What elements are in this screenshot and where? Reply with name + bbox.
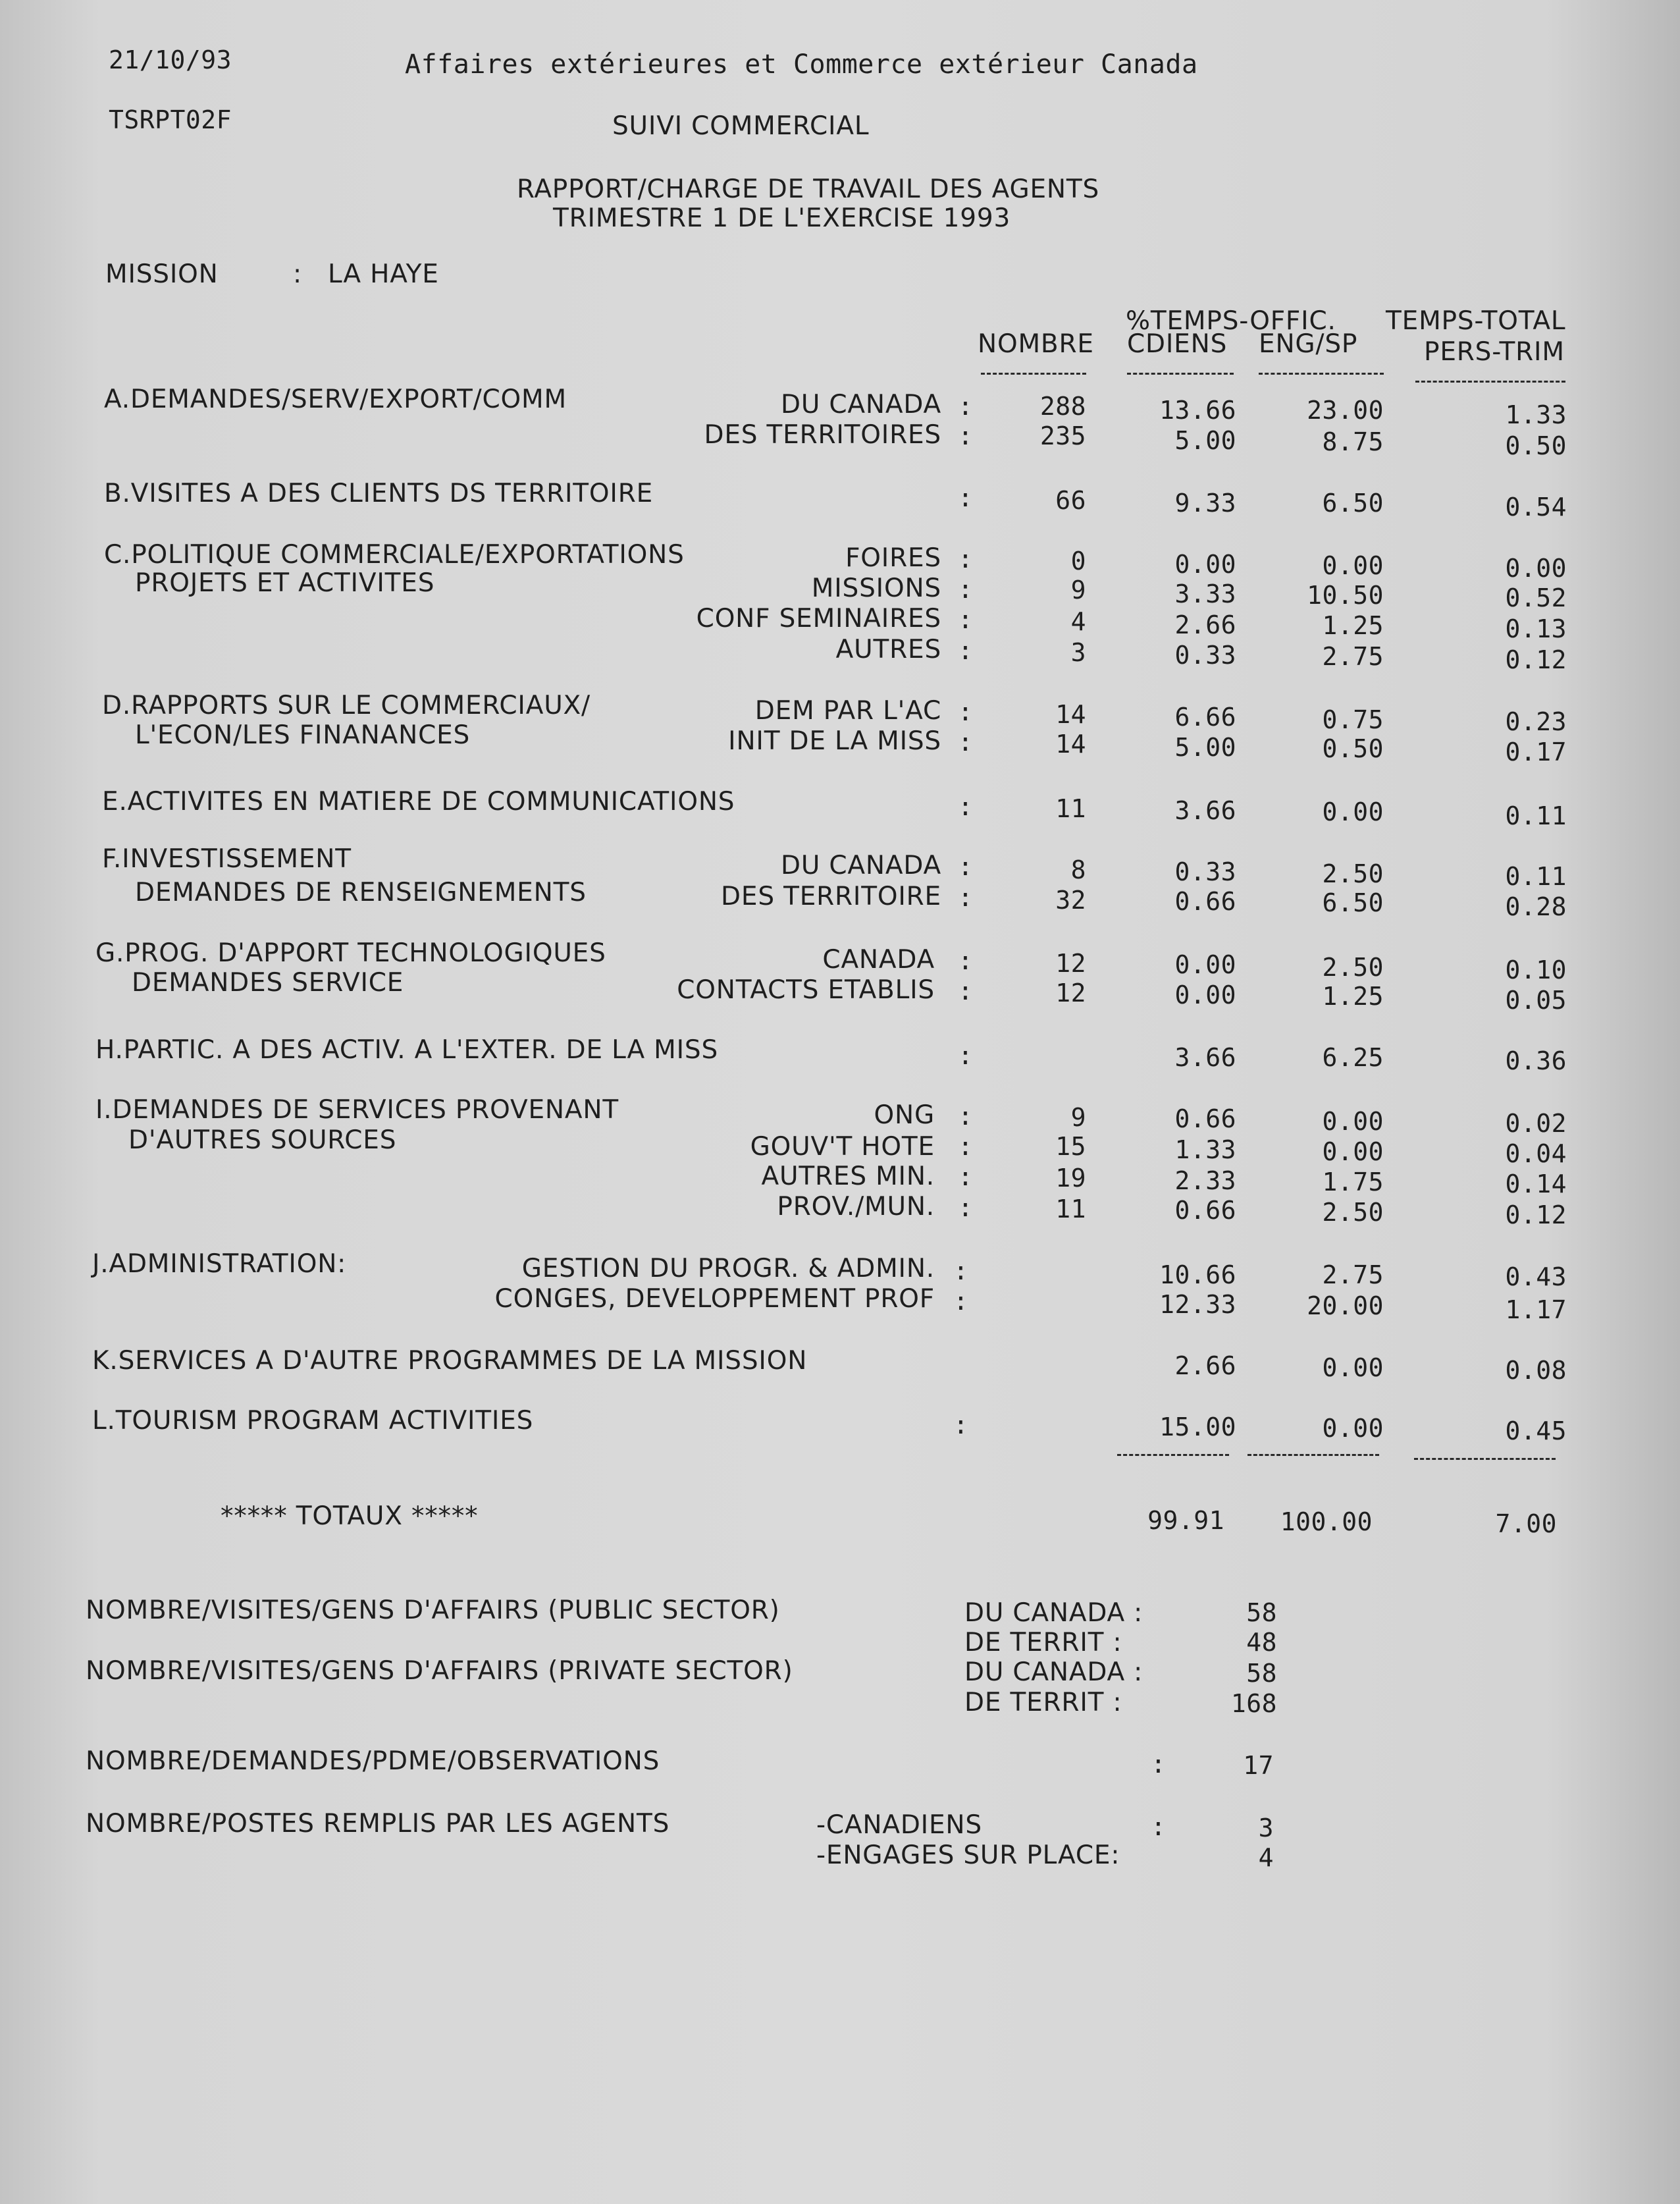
row-engsp: 0.50	[1322, 734, 1384, 763]
row-subcategory: CONTACTS ETABLIS	[677, 975, 935, 1005]
row-category: D.RAPPORTS SUR LE COMMERCIAUX/	[102, 691, 591, 720]
row-cdiens: 0.00	[1174, 981, 1236, 1009]
row-engsp: 0.00	[1322, 551, 1384, 580]
header-underline-pers-trim	[1415, 381, 1565, 383]
row-engsp: 0.00	[1322, 797, 1384, 826]
row-engsp: 2.75	[1322, 1260, 1384, 1289]
row-cdiens: 15.00	[1159, 1412, 1236, 1441]
row-pers-trim: 0.52	[1505, 583, 1567, 612]
row-nombre: 32	[1055, 886, 1086, 915]
totals-underline-engsp	[1247, 1454, 1379, 1456]
row-engsp: 0.00	[1322, 1137, 1384, 1166]
row-category: I.DEMANDES DE SERVICES PROVENANT	[95, 1095, 619, 1125]
row-cdiens: 1.33	[1174, 1135, 1236, 1164]
row-colon: :	[958, 392, 973, 421]
row-engsp: 1.25	[1322, 982, 1384, 1011]
private-du-canada-label: DU CANADA :	[964, 1657, 1143, 1687]
postes-label: NOMBRE/POSTES REMPLIS PAR LES AGENTS	[86, 1809, 670, 1839]
canadiens-value: 3	[1258, 1814, 1274, 1842]
row-nombre: 9	[1070, 1103, 1086, 1132]
row-pers-trim: 0.54	[1505, 493, 1567, 522]
row-subcategory: DES TERRITOIRE	[721, 882, 941, 911]
row-cdiens: 0.00	[1174, 950, 1236, 979]
row-pers-trim: 0.11	[1505, 801, 1567, 830]
row-engsp: 2.50	[1322, 859, 1384, 888]
row-engsp: 6.50	[1322, 489, 1384, 518]
totals-label: ***** TOTAUX *****	[221, 1501, 479, 1531]
mission-value: LA HAYE	[328, 259, 439, 289]
row-nombre: 0	[1070, 547, 1086, 576]
row-pers-trim: 0.14	[1505, 1169, 1567, 1198]
public-du-canada-label: DU CANADA :	[964, 1598, 1143, 1628]
row-pers-trim: 0.13	[1505, 614, 1567, 643]
row-cdiens: 13.66	[1159, 396, 1236, 425]
row-colon: :	[958, 728, 973, 757]
row-cdiens: 3.33	[1174, 579, 1236, 608]
canadiens-colon: :	[1151, 1812, 1166, 1841]
row-category: DEMANDES DE RENSEIGNEMENTS	[135, 878, 587, 907]
row-subcategory: GOUV'T HOTE	[750, 1132, 935, 1162]
row-cdiens: 2.66	[1174, 1351, 1236, 1380]
row-colon: :	[953, 1287, 968, 1316]
row-category: F.INVESTISSEMENT	[102, 844, 352, 874]
row-pers-trim: 0.10	[1505, 955, 1567, 984]
row-engsp: 2.75	[1322, 642, 1384, 671]
row-cdiens: 0.00	[1174, 550, 1236, 579]
row-category: H.PARTIC. A DES ACTIV. A L'EXTER. DE LA MISS	[95, 1035, 719, 1065]
public-de-territ-label: DE TERRIT :	[964, 1628, 1122, 1657]
row-engsp: 2.50	[1322, 1198, 1384, 1227]
totals-pers-trim: 7.00	[1495, 1509, 1557, 1538]
totals-cdiens: 99.91	[1147, 1506, 1224, 1535]
row-engsp: 20.00	[1307, 1291, 1384, 1320]
row-category: B.VISITES A DES CLIENTS DS TERRITOIRE	[104, 479, 654, 508]
row-subcategory: CONGES, DEVELOPPEMENT PROF	[494, 1284, 935, 1314]
row-engsp: 23.00	[1307, 396, 1384, 425]
row-cdiens: 10.66	[1159, 1260, 1236, 1289]
row-pers-trim: 0.23	[1505, 707, 1567, 736]
system-name: SUIVI COMMERCIAL	[612, 111, 870, 141]
row-cdiens: 0.66	[1174, 887, 1236, 916]
public-de-territ-value: 48	[1246, 1628, 1277, 1657]
row-pers-trim: 0.12	[1505, 1200, 1567, 1229]
row-engsp: 0.75	[1322, 705, 1384, 734]
col-header-temps-total: TEMPS-TOTAL	[1386, 306, 1566, 336]
row-engsp: 2.50	[1322, 953, 1384, 982]
row-colon: :	[958, 852, 973, 881]
row-pers-trim: 0.45	[1505, 1416, 1567, 1445]
header-underline-engsp	[1259, 373, 1384, 375]
row-engsp: 10.50	[1307, 581, 1384, 610]
row-pers-trim: 0.17	[1505, 738, 1567, 766]
department-name: Affaires extérieures et Commerce extérieur Canada	[405, 49, 1198, 80]
row-engsp: 6.25	[1322, 1043, 1384, 1072]
col-header-temps-offic: %TEMPS-OFFIC.	[1126, 306, 1336, 336]
row-cdiens: 5.00	[1174, 733, 1236, 762]
row-engsp: 0.00	[1322, 1414, 1384, 1443]
row-subcategory: DU CANADA	[781, 851, 941, 880]
row-subcategory: MISSIONS	[811, 574, 941, 603]
row-cdiens: 3.66	[1174, 1043, 1236, 1072]
row-colon: :	[958, 792, 973, 821]
pdme-label: NOMBRE/DEMANDES/PDME/OBSERVATIONS	[86, 1746, 660, 1776]
row-category: G.PROG. D'APPORT TECHNOLOGIQUES	[95, 938, 606, 968]
row-pers-trim: 0.12	[1505, 645, 1567, 674]
row-subcategory: AUTRES	[835, 635, 941, 664]
row-engsp: 0.00	[1322, 1107, 1384, 1136]
engages-label: -ENGAGES SUR PLACE:	[816, 1841, 1120, 1870]
row-subcategory: DEM PAR L'AC	[754, 696, 941, 726]
row-pers-trim: 0.04	[1505, 1139, 1567, 1168]
row-cdiens: 0.66	[1174, 1104, 1236, 1133]
row-pers-trim: 0.50	[1505, 431, 1567, 460]
row-subcategory: CONF SEMINAIRES	[696, 604, 941, 633]
row-category: PROJETS ET ACTIVITES	[135, 568, 435, 598]
row-colon: :	[958, 605, 973, 634]
row-category: DEMANDES SERVICE	[132, 968, 404, 998]
row-nombre: 19	[1055, 1164, 1086, 1193]
row-colon: :	[958, 483, 973, 512]
row-subcategory: CANADA	[822, 945, 935, 975]
row-nombre: 15	[1055, 1132, 1086, 1161]
row-colon: :	[958, 575, 973, 604]
private-de-territ-value: 168	[1230, 1689, 1277, 1718]
row-nombre: 12	[1055, 979, 1086, 1008]
row-pers-trim: 0.08	[1505, 1356, 1567, 1385]
row-cdiens: 3.66	[1174, 796, 1236, 825]
row-cdiens: 5.00	[1174, 426, 1236, 455]
row-nombre: 8	[1070, 855, 1086, 884]
row-nombre: 11	[1055, 794, 1086, 823]
row-category: C.POLITIQUE COMMERCIALE/EXPORTATIONS	[104, 540, 685, 570]
col-header-cdiens: CDIENS	[1127, 329, 1228, 359]
row-category: D'AUTRES SOURCES	[128, 1125, 397, 1155]
row-cdiens: 0.33	[1174, 641, 1236, 670]
row-nombre: 3	[1070, 638, 1086, 667]
mission-separator: :	[293, 259, 302, 289]
row-colon: :	[958, 883, 973, 912]
row-nombre: 14	[1055, 730, 1086, 759]
public-du-canada-value: 58	[1246, 1598, 1277, 1627]
row-pers-trim: 0.11	[1505, 862, 1567, 891]
report-period: TRIMESTRE 1 DE L'EXERCISE 1993	[553, 203, 1011, 233]
row-colon: :	[958, 636, 973, 665]
row-colon: :	[958, 977, 973, 1006]
row-nombre: 11	[1055, 1195, 1086, 1223]
row-category: L'ECON/LES FINANANCES	[135, 720, 471, 750]
row-engsp: 8.75	[1322, 427, 1384, 456]
row-category: A.DEMANDES/SERV/EXPORT/COMM	[104, 385, 567, 414]
row-category: J.ADMINISTRATION:	[92, 1249, 347, 1279]
col-header-nombre: NOMBRE	[978, 329, 1094, 359]
report-title: RAPPORT/CHARGE DE TRAVAIL DES AGENTS	[517, 175, 1100, 204]
public-sector-label: NOMBRE/VISITES/GENS D'AFFAIRS (PUBLIC SECTOR)	[86, 1596, 780, 1625]
header-underline-cdiens	[1127, 373, 1234, 375]
row-subcategory: INIT DE LA MISS	[728, 726, 941, 756]
row-subcategory: AUTRES MIN.	[761, 1162, 935, 1191]
private-sector-label: NOMBRE/VISITES/GENS D'AFFAIRS (PRIVATE SECTOR)	[86, 1656, 793, 1686]
row-pers-trim: 0.05	[1505, 986, 1567, 1015]
row-nombre: 66	[1055, 486, 1086, 515]
private-de-territ-label: DE TERRIT :	[964, 1688, 1122, 1717]
row-pers-trim: 1.17	[1505, 1295, 1567, 1324]
row-category: K.SERVICES A D'AUTRE PROGRAMMES DE LA MISSION	[92, 1346, 808, 1376]
canadiens-label: -CANADIENS	[816, 1810, 982, 1840]
row-subcategory: DU CANADA	[781, 390, 941, 419]
row-colon: :	[958, 1162, 973, 1191]
row-colon: :	[958, 946, 973, 975]
row-cdiens: 9.33	[1174, 489, 1236, 518]
row-category: L.TOURISM PROGRAM ACTIVITIES	[92, 1406, 534, 1436]
row-pers-trim: 0.36	[1505, 1046, 1567, 1075]
row-pers-trim: 0.02	[1505, 1109, 1567, 1138]
row-pers-trim: 1.33	[1505, 400, 1567, 429]
row-colon: :	[958, 545, 973, 574]
row-engsp: 1.25	[1322, 611, 1384, 640]
row-subcategory: FOIRES	[845, 543, 941, 573]
row-nombre: 12	[1055, 949, 1086, 978]
row-colon: :	[958, 1193, 973, 1222]
row-engsp: 0.00	[1322, 1353, 1384, 1382]
row-nombre: 288	[1039, 392, 1086, 421]
row-subcategory: DES TERRITOIRES	[704, 420, 941, 450]
row-cdiens: 2.33	[1174, 1166, 1236, 1195]
row-colon: :	[953, 1256, 968, 1285]
pdme-colon: :	[1151, 1750, 1166, 1779]
row-pers-trim: 0.00	[1505, 554, 1567, 583]
row-colon: :	[958, 421, 973, 450]
totals-underline-pers-trim	[1414, 1458, 1556, 1460]
totals-engsp: 100.00	[1280, 1507, 1373, 1536]
row-cdiens: 2.66	[1174, 610, 1236, 639]
engages-value: 4	[1258, 1843, 1274, 1872]
row-colon: :	[953, 1411, 968, 1439]
row-colon: :	[958, 1102, 973, 1131]
mission-label: MISSION	[105, 259, 219, 289]
row-pers-trim: 0.43	[1505, 1262, 1567, 1291]
row-pers-trim: 0.28	[1505, 892, 1567, 921]
row-cdiens: 6.66	[1174, 703, 1236, 732]
row-cdiens: 12.33	[1159, 1290, 1236, 1319]
row-subcategory: ONG	[874, 1100, 935, 1130]
row-nombre: 9	[1070, 576, 1086, 605]
row-cdiens: 0.33	[1174, 857, 1236, 886]
totals-underline-cdiens	[1117, 1454, 1229, 1456]
private-du-canada-value: 58	[1246, 1659, 1277, 1688]
row-colon: :	[958, 1132, 973, 1161]
row-subcategory: PROV./MUN.	[777, 1192, 935, 1222]
col-header-engsp: ENG/SP	[1259, 329, 1358, 359]
header-underline-nombre	[981, 373, 1086, 375]
row-category: E.ACTIVITES EN MATIERE DE COMMUNICATIONS	[102, 787, 735, 817]
row-colon: :	[958, 1041, 973, 1070]
row-engsp: 6.50	[1322, 888, 1384, 917]
col-header-pers-trim: PERS-TRIM	[1424, 337, 1565, 367]
report-code: TSRPT02F	[109, 105, 232, 134]
row-subcategory: GESTION DU PROGR. & ADMIN.	[521, 1254, 935, 1283]
row-engsp: 1.75	[1322, 1168, 1384, 1196]
row-nombre: 14	[1055, 700, 1086, 729]
row-colon: :	[958, 697, 973, 726]
row-nombre: 4	[1070, 607, 1086, 636]
row-cdiens: 0.66	[1174, 1196, 1236, 1225]
row-nombre: 235	[1039, 421, 1086, 450]
report-date: 21/10/93	[109, 45, 232, 74]
pdme-value: 17	[1243, 1751, 1274, 1780]
